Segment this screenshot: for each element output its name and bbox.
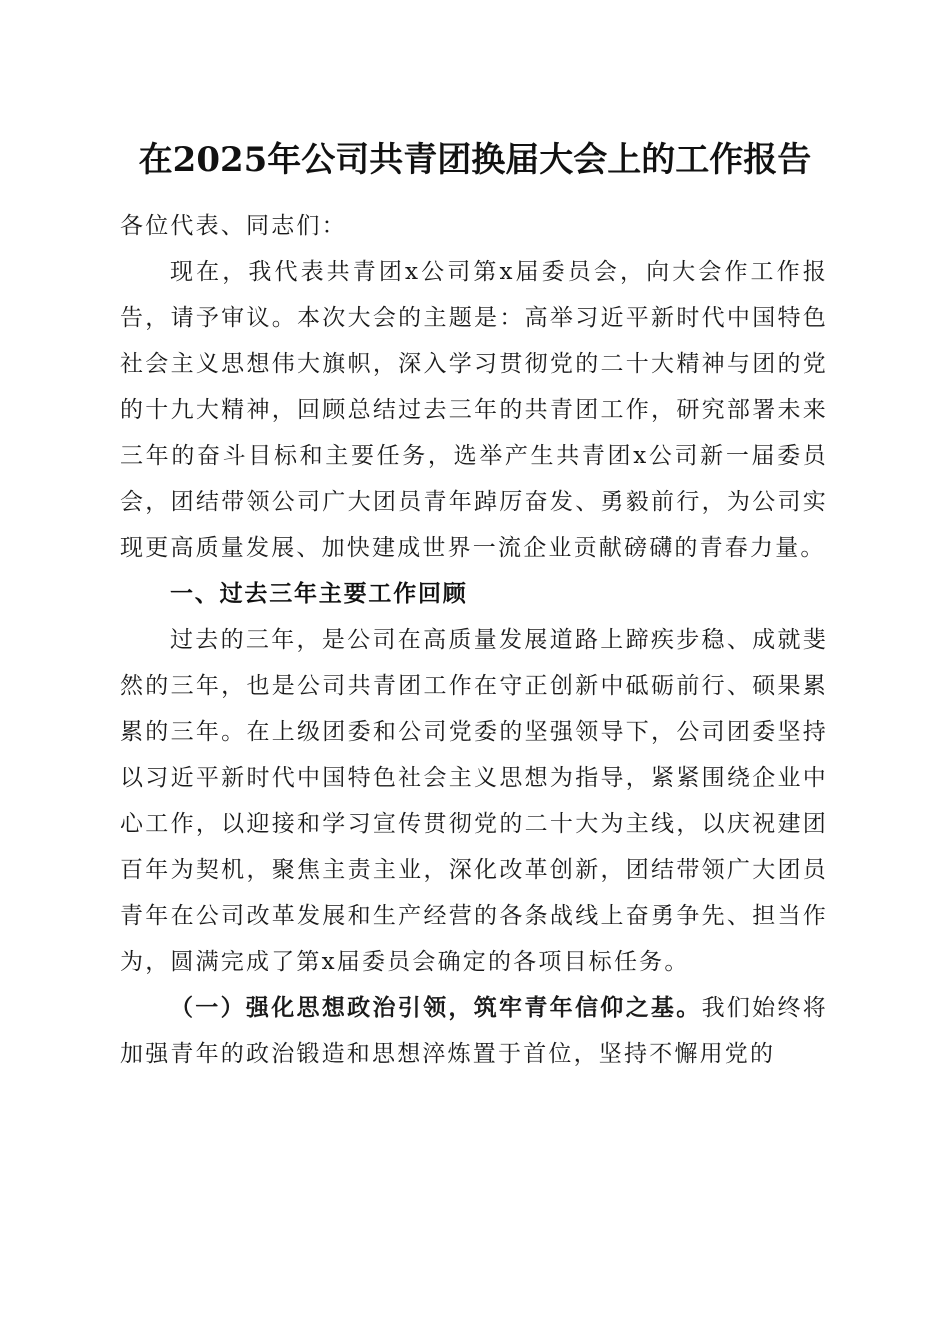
document-body — [120, 203, 828, 1077]
salutation: 各位代表、同志们： — [120, 213, 347, 239]
section-paragraph: 过去的三年，是公司在高质量发展道路上蹄疾步稳、成就斐然的三年，也是公司共青团工作在守正创新中砥砺前行、硕果累累的三年。在上级团委和公司党委的坚强领导下，公司团委坚持以习近平新时代中国特色社会主义思想为指导，紧紧围绕企业中心工作，以迎接和学习宣传贯彻党的二十大为主线，以庆祝建团百年为契机，聚焦主责主业，深化改革创新，团结带领广大团员青年在公司改革发展和生产经营的各条战线上奋勇争先、担当作为，圆满完成了第x届委员会确定的各项目标任务。 — [120, 627, 828, 975]
section-heading: 一、过去三年主要工作回顾 — [170, 581, 468, 607]
intro-paragraph: 现在，我代表共青团x公司第x届委员会，向大会作工作报告，请予审议。本次大会的主题是：高举习近平新时代中国特色社会主义思想伟大旗帜，深入学习贯彻党的二十大精神与团的党的十九大精神，回顾总结过去三年的共青团工作，研究部署未来三年的奋斗目标和主要任务，选举产生共青团x公司新一届委员会，团结带领公司广大团员青年踔厉奋发、勇毅前行，为公司实现更高质量发展、加快建成世界一流企业贡献磅礴的青春力量。 — [120, 259, 828, 561]
subsection-title: （一）强化思想政治引领，筑牢青年信仰之基。 — [170, 994, 702, 1021]
subsection-paragraph — [120, 985, 828, 1077]
subsection-text: 我们始终将加强青年的政治锻造和思想淬炼置于首位，坚持不懈用党的 — [120, 995, 829, 1067]
document-title: 在2025年公司共青团换届大会上的工作报告 — [138, 140, 812, 180]
